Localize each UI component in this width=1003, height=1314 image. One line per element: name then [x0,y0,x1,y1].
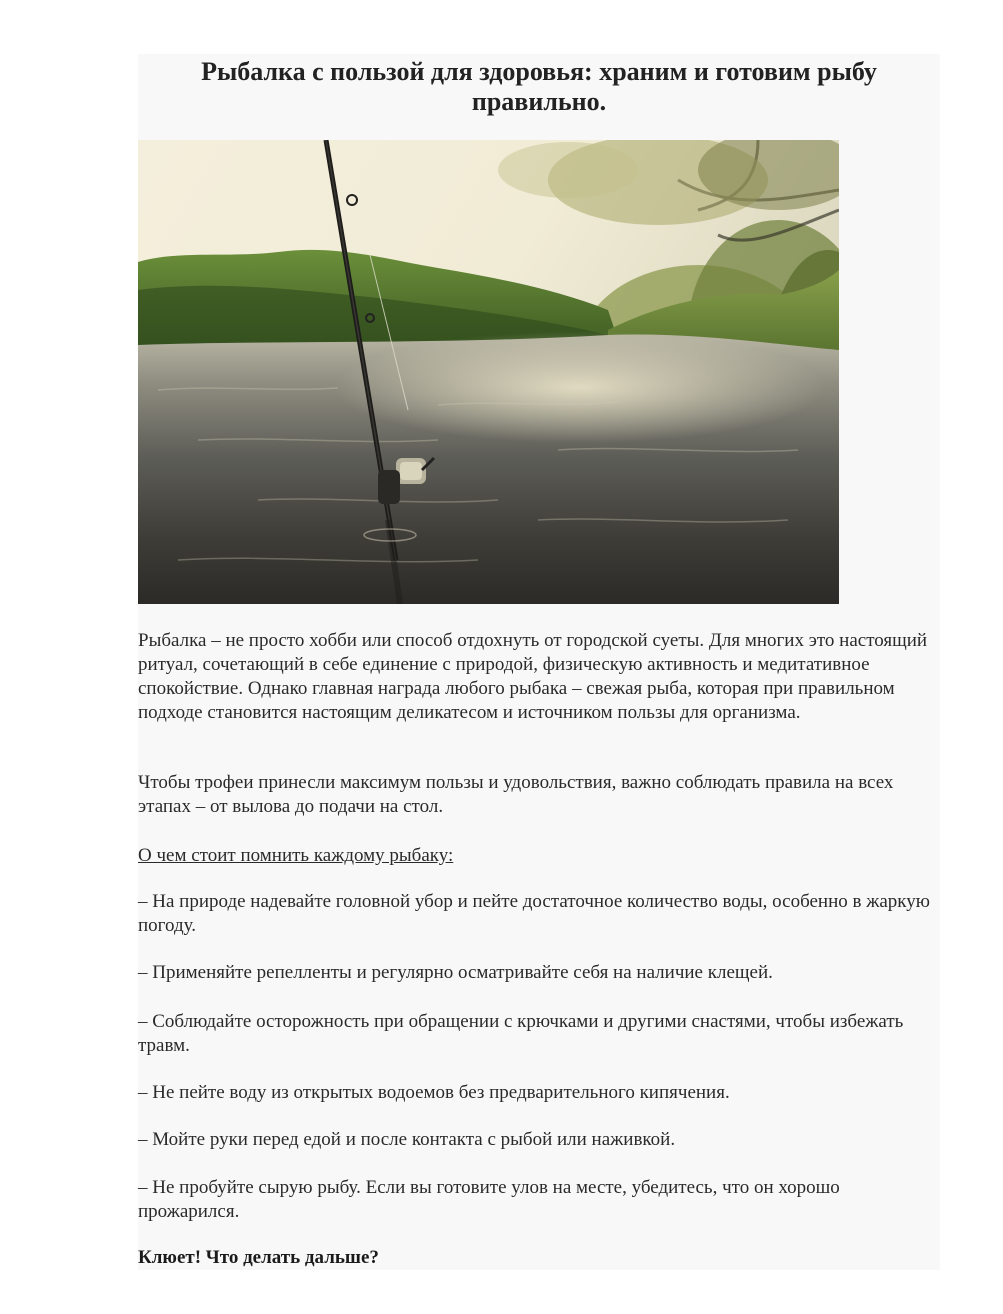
article-page [138,54,940,1270]
tip-item: – Применяйте репелленты и регулярно осматривайте себя на наличие клещей. [138,962,773,983]
tip-item: – Не пейте воду из открытых водоемов без предварительного кипячения. [138,1082,730,1103]
tip-item: – Соблюдайте осторожность при обращении с крючками и другими снастями, чтобы избежать травм. [138,1011,904,1056]
tips-heading: О чем стоит помнить каждому рыбаку: [138,845,454,866]
tip-item: – Не пробуйте сырую рыбу. Если вы готовите улов на месте, убедитесь, что он хорошо прожарился. [138,1177,840,1222]
section-heading-next: Клюет! Что делать дальше? [138,1247,379,1268]
intro-paragraph-1: Рыбалка – не просто хобби или способ отдохнуть от городской суеты. Для многих это настоящий ритуал, сочетающий в себе единение с природой, физическую активность и медитативное спокойствие. Однако главная награда любого рыбака – свежая рыба, которая при правильном подходе становится настоящим деликатесом и источником пользы для организма. [138,630,928,723]
fishing-photo [138,140,839,604]
tip-item: – Мойте руки перед едой и после контакта с рыбой или наживкой. [138,1129,676,1150]
article-title: Рыбалка с пользой для здоровья: храним и готовим рыбу правильно. [201,57,877,116]
intro-paragraph-2: Чтобы трофеи принесли максимум пользы и удовольствия, важно соблюдать правила на всех этапах – от вылова до подачи на стол. [138,772,894,817]
tip-item: – На природе надевайте головной убор и пейте достаточное количество воды, особенно в жаркую погоду. [138,891,930,936]
